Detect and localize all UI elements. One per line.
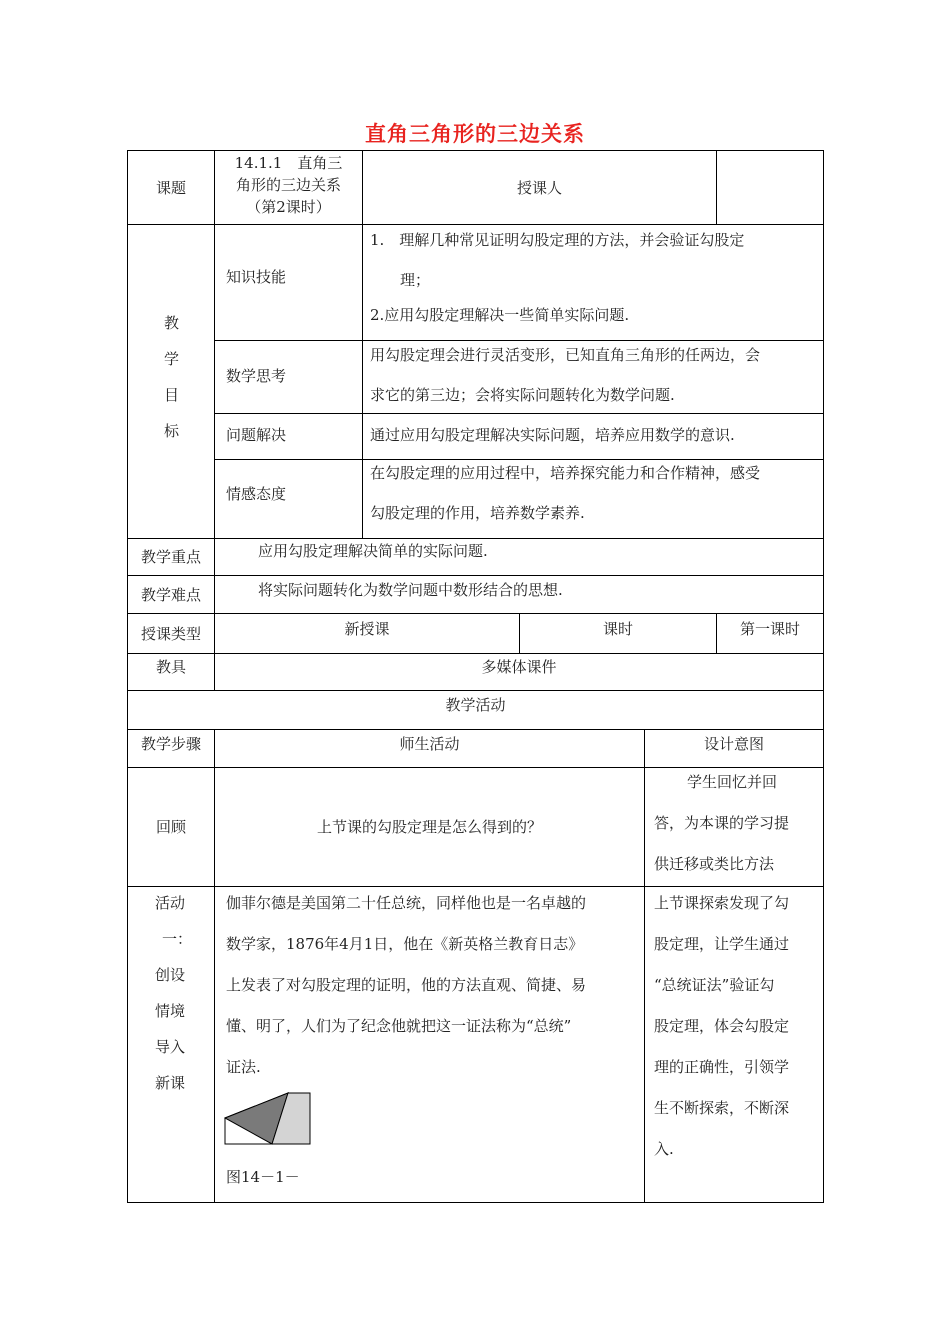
- period-label: 课时: [602, 620, 633, 638]
- activity1-step-line: 导入: [155, 1038, 186, 1056]
- thinking-line: 求它的第三边；会将实际问题转化为数学问题.: [370, 386, 675, 404]
- activity1-intent-line: 理的正确性，引领学: [654, 1058, 790, 1076]
- objectives-label-char: 标: [164, 422, 180, 440]
- activity1-text-line: 数学家，1876年4月1日，他在《新英格兰教育日志》: [226, 935, 584, 953]
- activity1-step-line: 活动: [155, 894, 186, 912]
- topic-line: 角形的三边关系: [235, 176, 341, 194]
- knowledge-line: 理；: [400, 271, 431, 289]
- review-intent-line: 供迁移或类比方法: [654, 855, 775, 873]
- trapezoid-figure: [224, 1092, 312, 1145]
- key-point-text: 应用勾股定理解决简单的实际问题.: [258, 542, 488, 560]
- activity1-intent-line: 上节课探索发现了勾: [654, 894, 790, 912]
- activity1-intent-line: “总统证法”验证勾: [654, 976, 775, 994]
- topic-line: 14.1.1 直角三: [234, 154, 343, 172]
- activity1-step-line: 新课: [155, 1074, 186, 1092]
- topic-label: 课题: [155, 178, 186, 197]
- activity1-step-line: 创设: [155, 966, 186, 984]
- teacher-label: 授课人: [516, 178, 562, 197]
- activity-column-header: 师生活动: [399, 735, 460, 753]
- activity1-text-line: 上发表了对勾股定理的证明，他的方法直观、简捷、易: [226, 976, 587, 994]
- key-point-label: 教学重点: [140, 548, 201, 566]
- lesson-type-label: 授课类型: [140, 624, 201, 643]
- objectives-label: [128, 225, 214, 538]
- objectives-label-char: 目: [164, 386, 180, 404]
- intent-column-header: 设计意图: [703, 735, 764, 753]
- attitude-line: 勾股定理的作用，培养数学素养.: [370, 504, 585, 522]
- knowledge-line: 2.应用勾股定理解决一些简单实际问题.: [370, 306, 630, 324]
- activity1-step-line: 情境: [155, 1002, 186, 1020]
- thinking-line: 用勾股定理会进行灵活变形，已知直角三角形的任两边，会: [370, 346, 761, 364]
- lesson-type-value: 新授课: [344, 620, 390, 638]
- thinking-label: 数学思考: [226, 367, 287, 385]
- attitude-label: 情感态度: [226, 485, 287, 503]
- teacher-value: [717, 151, 823, 224]
- figure-caption: 图14－1－: [226, 1168, 300, 1186]
- knowledge-line: 1. 理解几种常见证明勾股定理的方法，并会验证勾股定: [370, 231, 745, 249]
- activity1-intent-line: 股定理，让学生通过: [654, 935, 790, 953]
- activities-header: 教学活动: [445, 696, 506, 714]
- activity1-text-line: 证法.: [226, 1058, 261, 1076]
- difficulty-label: 教学难点: [140, 585, 201, 604]
- knowledge-label: 知识技能: [226, 268, 287, 286]
- topic-value: [215, 152, 362, 224]
- solving-line: 通过应用勾股定理解决实际问题，培养应用数学的意识.: [370, 426, 735, 444]
- review-intent-line: 答，为本课的学习提: [654, 814, 790, 832]
- solving-label: 问题解决: [226, 426, 287, 444]
- review-intent-line: 学生回忆并回: [687, 773, 778, 791]
- objectives-label-char: 教: [164, 314, 180, 332]
- steps-column-header: 教学步骤: [140, 735, 201, 753]
- difficulty-text: 将实际问题转化为数学问题中数形结合的思想.: [258, 581, 563, 599]
- activity1-text-line: 伽菲尔德是美国第二十任总统，同样他也是一名卓越的: [226, 894, 587, 912]
- topic-line: （第2课时）: [246, 198, 331, 216]
- attitude-line: 在勾股定理的应用过程中，培养探究能力和合作精神，感受: [370, 464, 761, 482]
- tools-label: 教具: [155, 658, 186, 676]
- period-value: 第一课时: [739, 620, 800, 638]
- activity1-intent-line: 生不断探索，不断深: [654, 1099, 790, 1117]
- objectives-label-char: 学: [164, 350, 180, 368]
- review-activity: 上节课的勾股定理是怎么得到的？: [316, 818, 542, 836]
- tools-value: 多媒体课件: [481, 658, 557, 676]
- activity1-step-line: 一：: [162, 930, 193, 948]
- activity1-text-line: 懂、明了，人们为了纪念他就把这一证法称为“总统”: [226, 1017, 572, 1035]
- review-step: 回顾: [155, 818, 186, 836]
- activity1-intent-line: 入.: [654, 1140, 674, 1158]
- document-title: 直角三角形的三边关系: [365, 122, 585, 146]
- activity1-intent-line: 股定理，体会勾股定: [654, 1017, 790, 1035]
